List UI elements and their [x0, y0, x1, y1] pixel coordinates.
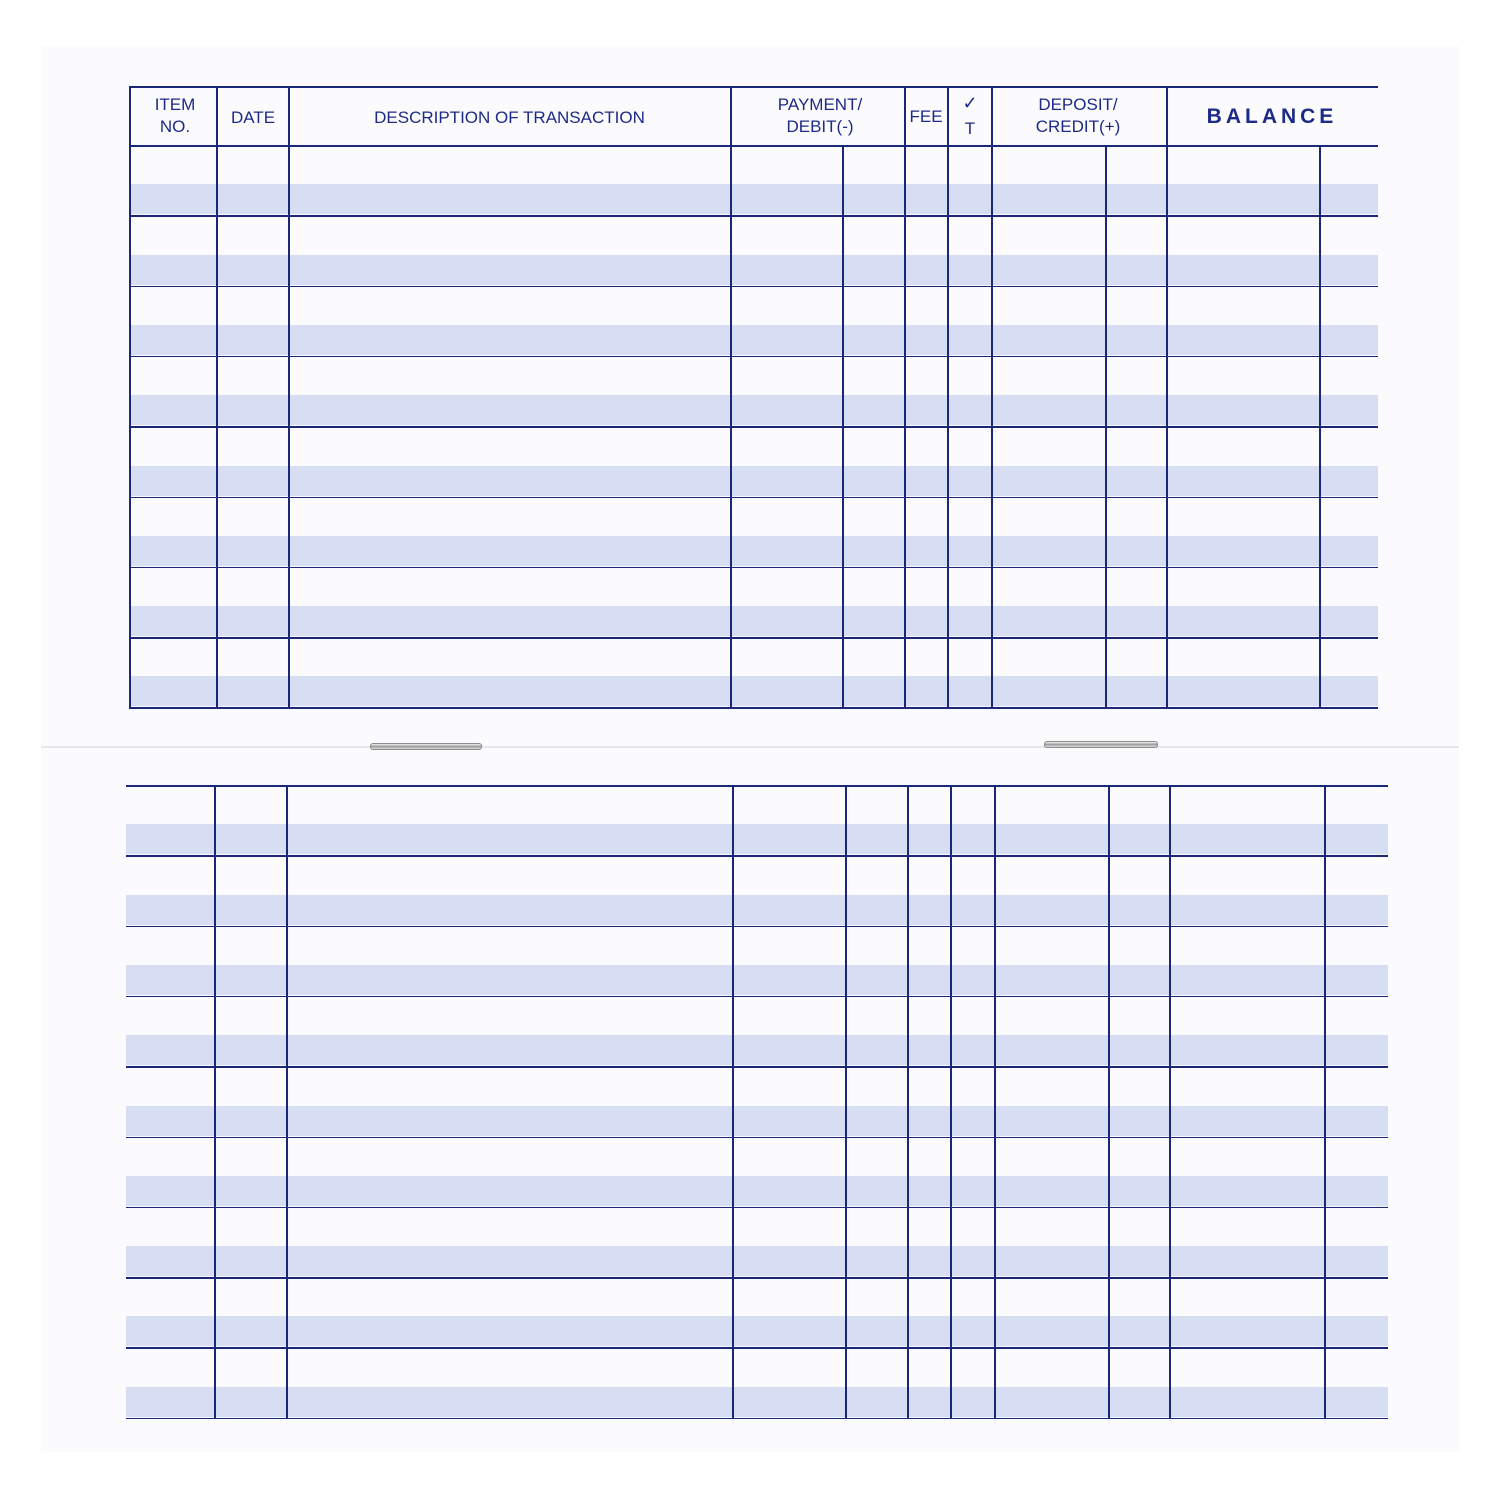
column-rule [907, 785, 909, 1418]
row-rule [126, 996, 1388, 998]
column-rule [1108, 785, 1110, 1418]
row-shade-band [126, 1176, 1388, 1206]
header-fee-label: FEE [909, 107, 943, 126]
row-shade-band [126, 1035, 1388, 1065]
column-rule [845, 785, 847, 1418]
header-item-label: ITEM NO. [154, 95, 196, 136]
row-shade-band [126, 965, 1388, 995]
column-rule [1324, 785, 1326, 1418]
row-rule [126, 1137, 1388, 1139]
row-shade-band [126, 895, 1388, 925]
row-shade-band [126, 1246, 1388, 1276]
row-shade-band [126, 1387, 1388, 1417]
header-description-label: DESCRIPTION OF TRANSACTION [374, 108, 645, 127]
header-deposit-credit-label: DEPOSIT/ CREDIT(+) [1035, 95, 1121, 136]
row-shade-band [126, 1316, 1388, 1346]
row-rule [126, 1347, 1388, 1349]
header-t-label: T [964, 119, 976, 138]
row-rule [126, 1277, 1388, 1279]
row-rule [126, 926, 1388, 928]
row-rule [126, 1418, 1388, 1420]
header-date-label: DATE [230, 108, 276, 127]
column-rule [214, 785, 216, 1418]
column-rule [1169, 785, 1171, 1418]
header-balance-label: BALANCE [1206, 105, 1338, 128]
row-shade-band [126, 824, 1388, 854]
column-rule [950, 785, 952, 1418]
row-rule [126, 785, 1388, 787]
check-mark-icon: ✓ [962, 93, 978, 113]
column-rule [286, 785, 288, 1418]
row-rule [126, 1207, 1388, 1209]
row-rule [126, 855, 1388, 857]
row-shade-band [126, 1106, 1388, 1136]
row-rule [126, 1066, 1388, 1068]
column-rule [732, 785, 734, 1418]
column-rule [994, 785, 996, 1418]
header-payment-debit-label: PAYMENT/ DEBIT(-) [777, 95, 863, 136]
